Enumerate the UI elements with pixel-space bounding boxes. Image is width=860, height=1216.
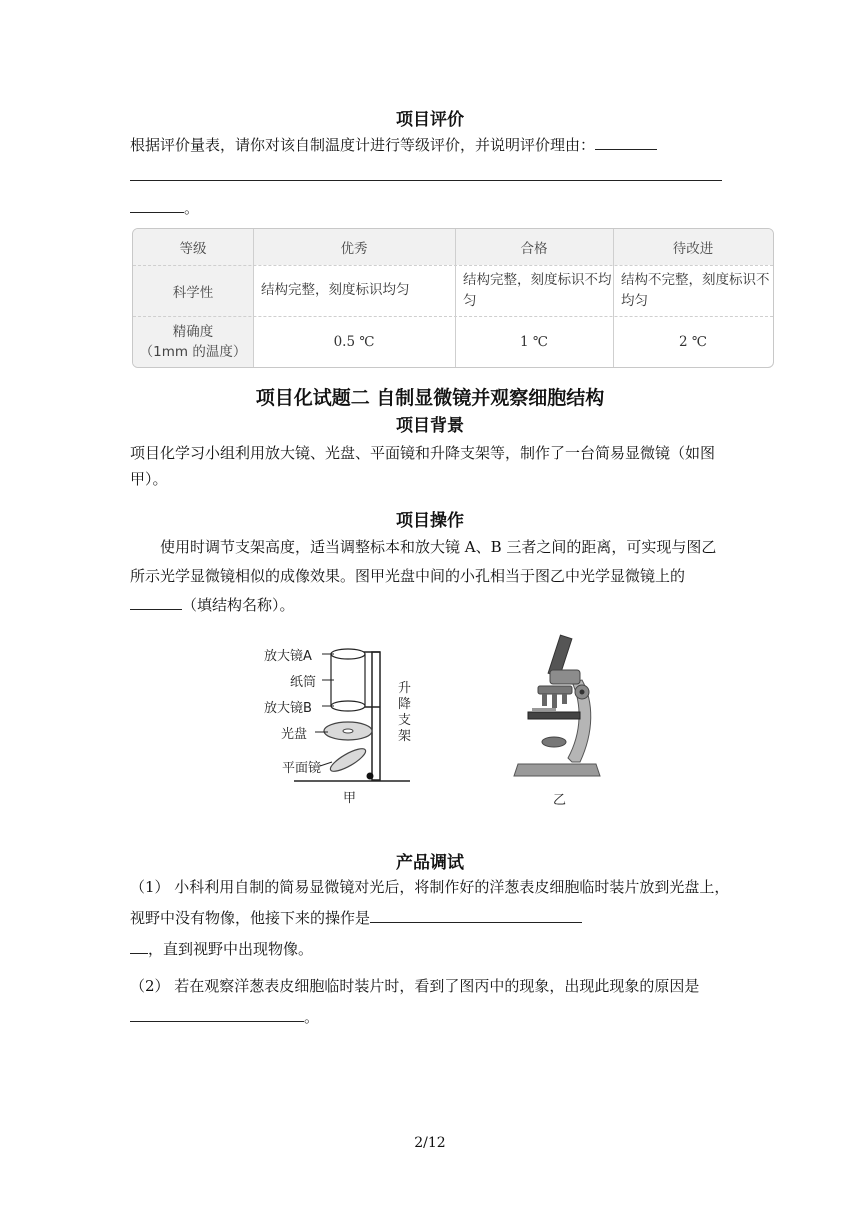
table-row-label: 科学性	[133, 265, 253, 316]
stand-char: 升	[398, 681, 412, 696]
answer-blank	[595, 134, 657, 150]
table-divider	[613, 229, 614, 367]
plane-mirror	[328, 745, 369, 775]
table-header: 等级	[133, 229, 253, 265]
table-row-label	[133, 316, 253, 367]
row-label-line: 精确度	[172, 323, 214, 340]
table-cell: 结构不完整，刻度标识不均匀	[621, 271, 770, 309]
question-1-text: （1） 小科利用自制的简易显微镜对光后，将制作好的洋葱表皮细胞临时装片放到光盘上，视野中没有物像，他接下来的操作是	[130, 878, 730, 927]
caption-yi: 乙	[553, 793, 567, 808]
operation-text	[130, 533, 730, 620]
answer-line	[130, 180, 722, 181]
table-header: 优秀	[253, 229, 455, 265]
question-1	[130, 872, 730, 965]
table-divider	[133, 316, 773, 317]
answer-blank	[370, 907, 582, 923]
answer-blank	[130, 594, 182, 610]
stand-char: 架	[398, 729, 412, 744]
operation-text-main: 使用时调节支架高度，适当调整标本和放大镜 A、B 三者之间的距离，可实现与图乙所示光学显微镜相似的成像效果。图甲光盘中间的小孔相当于图乙中光学显微镜上的	[130, 538, 717, 585]
background-heading: 项目背景	[396, 416, 464, 436]
table-header: 待改进	[613, 229, 773, 265]
answer-blank	[130, 938, 148, 954]
table-cell: 1 ℃	[520, 333, 548, 350]
lens-b	[331, 701, 365, 711]
stand-char: 支	[398, 713, 412, 728]
label-cd: 光盘	[281, 727, 308, 742]
table-header: 合格	[455, 229, 613, 265]
question-2-text: （2） 若在观察洋葱表皮细胞临时装片时，看到了图丙中的现象，出现此现象的原因是	[130, 977, 700, 995]
rating-table	[132, 228, 774, 368]
question-1-tail: ，直到视野中出现物像。	[148, 940, 314, 958]
stand-post	[372, 652, 380, 780]
caption-jia: 甲	[343, 791, 357, 806]
page-number: 2/12	[414, 1135, 446, 1151]
table-cell: 0.5 ℃	[333, 333, 375, 350]
stand-char: 降	[398, 697, 412, 712]
question-2	[130, 971, 730, 1033]
row-label-line: （1mm 的温度）	[139, 343, 247, 360]
optical-microscope-figure	[510, 632, 610, 780]
eval-prompt-text: 根据评价量表，请你对该自制温度计进行等级评价，并说明评价理由：	[130, 136, 596, 154]
lens-a	[331, 649, 365, 659]
label-lens-b: 放大镜B	[264, 701, 312, 716]
background-text: 项目化学习小组利用放大镜、光盘、平面镜和升降支架等，制作了一台简易显微镜（如图甲）。	[130, 444, 716, 488]
label-paper-tube: 纸筒	[290, 675, 317, 690]
eval-heading: 项目评价	[396, 110, 464, 130]
label-lens-a: 放大镜A	[264, 649, 312, 664]
answer-blank	[130, 1006, 304, 1022]
answer-blank	[130, 197, 184, 213]
table-divider	[253, 229, 254, 367]
table-cell: 结构完整，刻度标识不均匀	[463, 271, 612, 309]
table-cell: 2 ℃	[679, 333, 707, 350]
operation-text-tail: （填结构名称）。	[182, 596, 295, 614]
table-divider	[455, 229, 456, 367]
table-cell: 结构完整，刻度标识均匀	[261, 282, 410, 298]
eval-prompt	[130, 134, 770, 155]
table-divider	[133, 265, 773, 266]
end-mark: 。	[184, 199, 200, 217]
label-stand	[398, 681, 414, 745]
question-2-end: 。	[304, 1008, 320, 1026]
operation-heading: 项目操作	[396, 511, 464, 531]
eval-prompt-end	[130, 197, 730, 218]
debug-heading: 产品调试	[396, 853, 464, 873]
project-title: 项目化试题二 自制显微镜并观察细胞结构	[255, 387, 605, 409]
label-mirror: 平面镜	[282, 761, 322, 776]
